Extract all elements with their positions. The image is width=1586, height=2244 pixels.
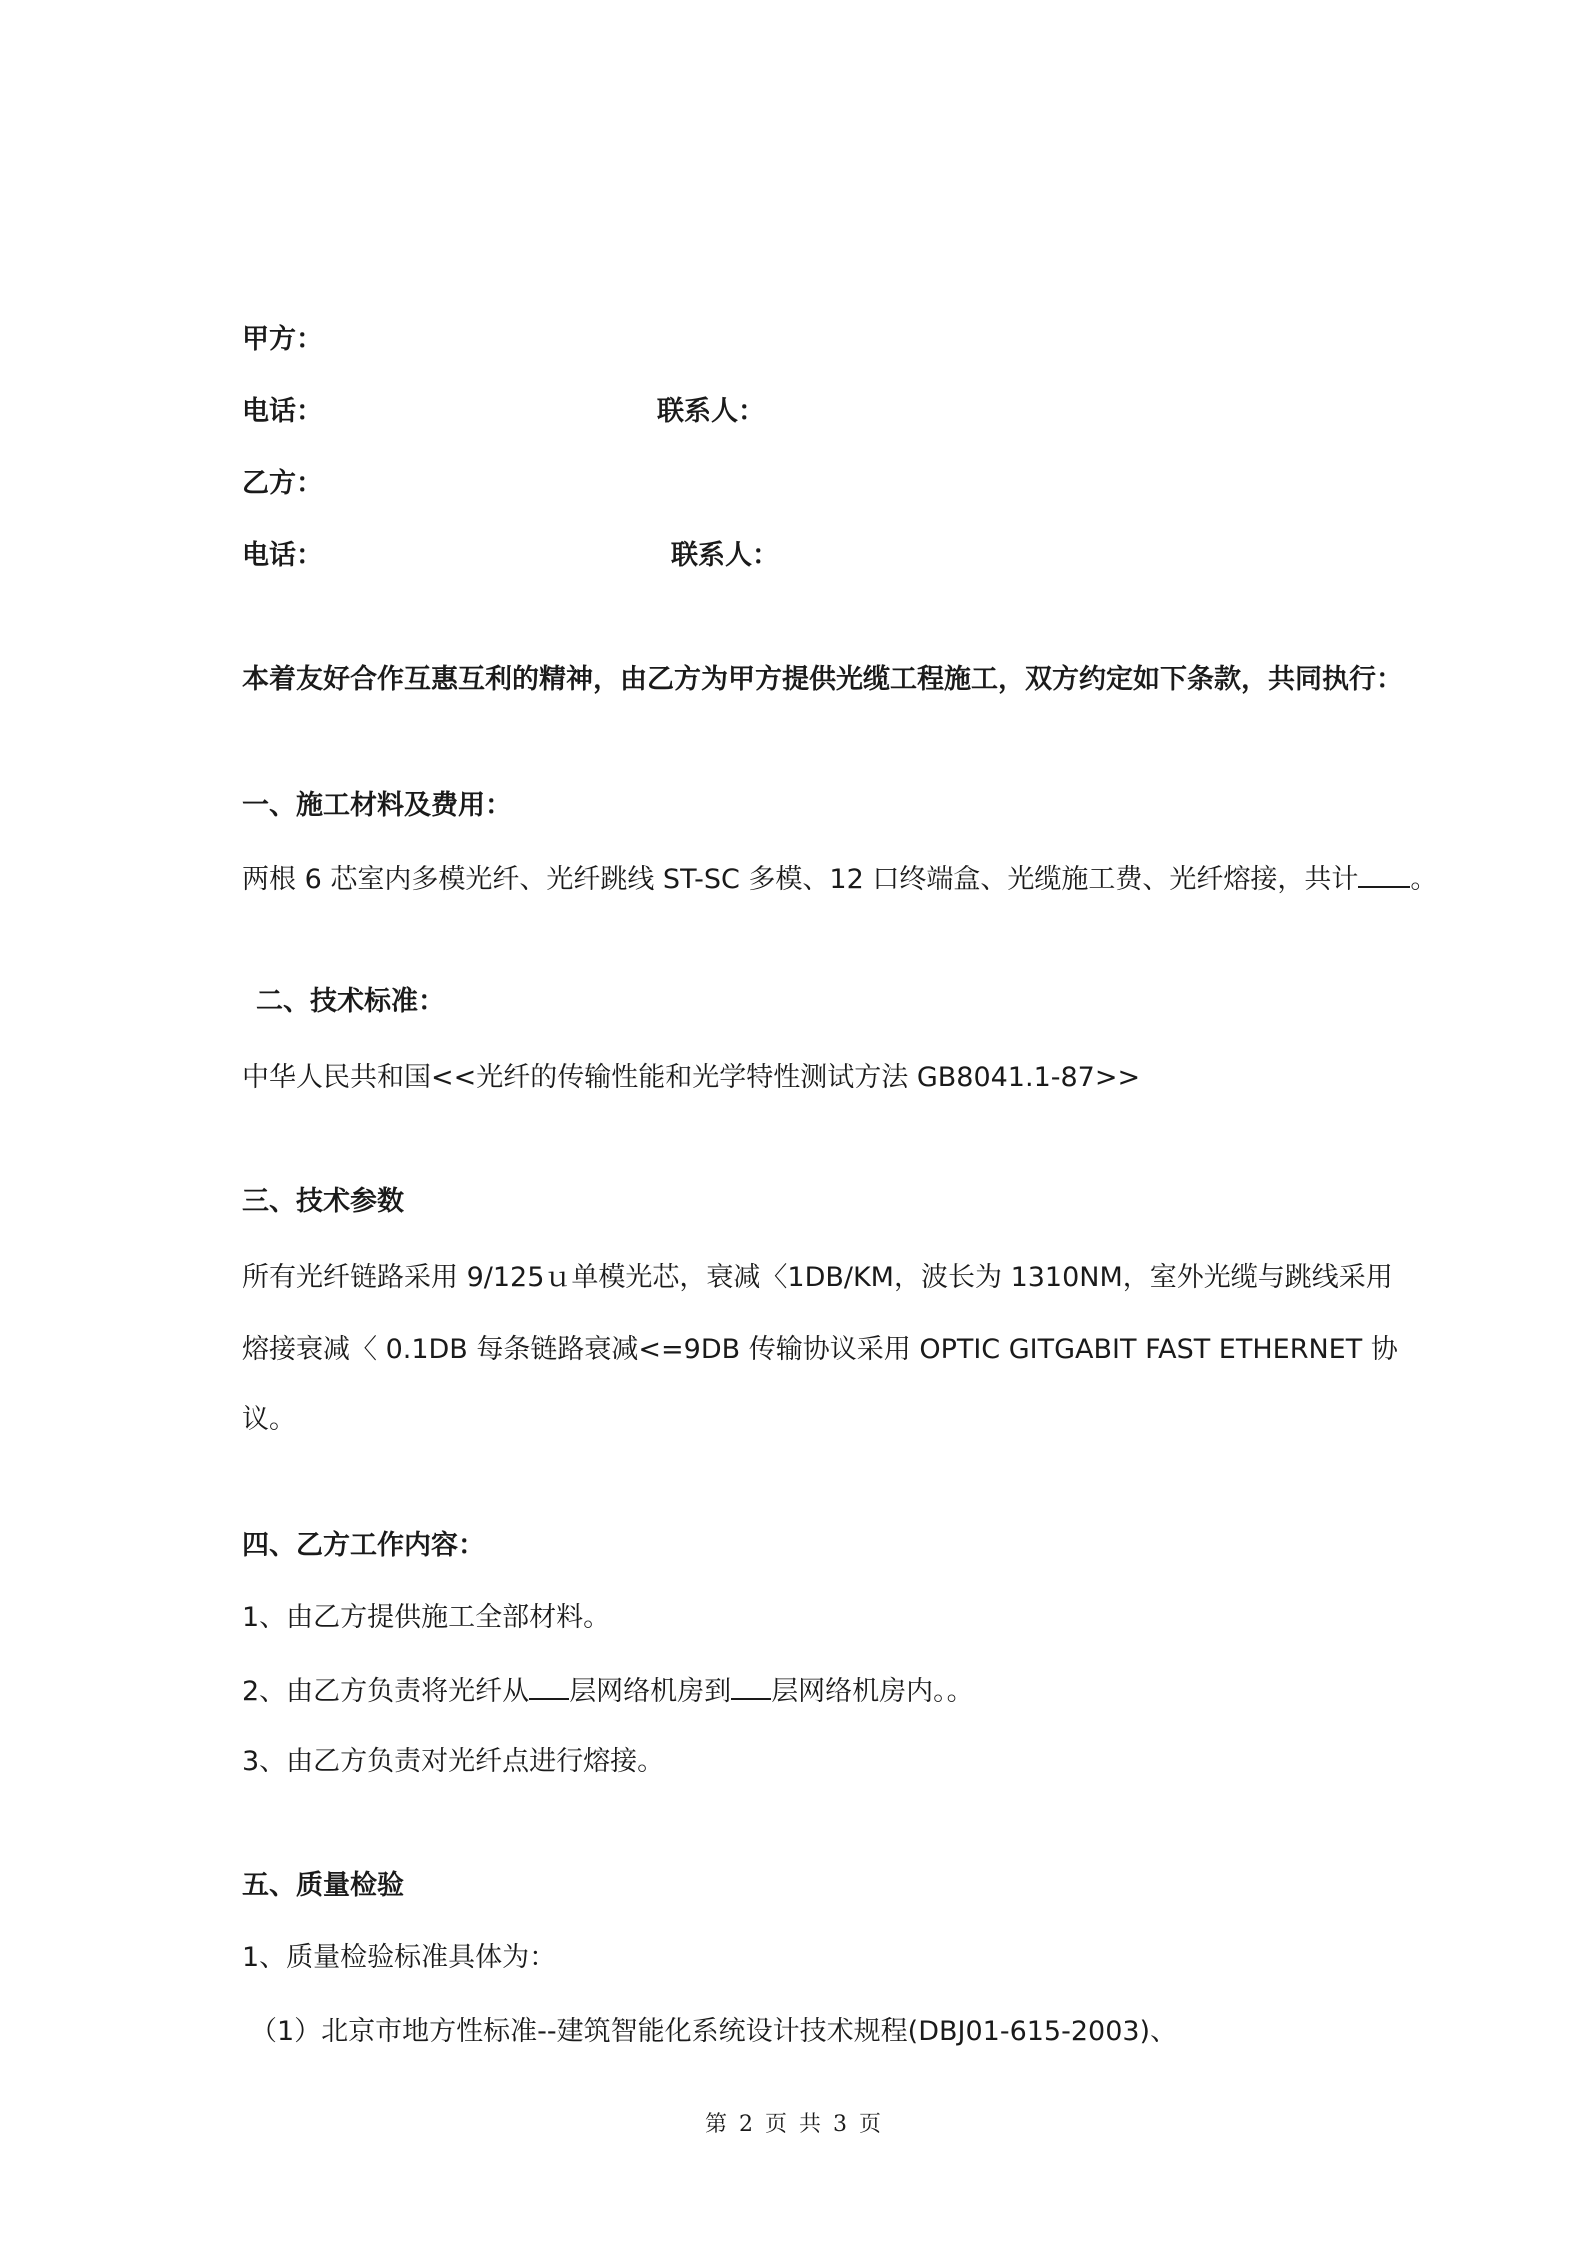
- section2-text: 中华人民共和国<<光纤的传输性能和光学特性测试方法 GB8041.1-87>>: [242, 1062, 1141, 1093]
- section5-heading: 五、质量检验: [242, 1870, 404, 1901]
- section1-text-after: 。: [1410, 864, 1438, 895]
- footer-suffix: 页: [859, 2112, 882, 2137]
- section3-line1: 所有光纤链路采用 9/125ｕ单模光芯，衰减〈1DB/KM，波长为 1310NM，室外光缆与跳线采用: [242, 1262, 1393, 1293]
- section5-item1: 1、质量检验标准具体为：: [242, 1942, 557, 1973]
- party-b-label: 乙方：: [242, 468, 323, 499]
- party-a-label: 甲方：: [242, 324, 323, 355]
- footer-total-pages: 3: [833, 2112, 848, 2137]
- section3-line2: 熔接衰减〈 0.1DB 每条链路衰减<=9DB 传输协议采用 OPTIC GITGABIT FAST ETHERNET 协: [242, 1334, 1398, 1365]
- section3-line3: 议。: [242, 1404, 296, 1435]
- party-a-phone-label: 电话：: [242, 396, 323, 427]
- section2-heading: 二、技术标准：: [256, 986, 445, 1017]
- section4-item3: 3、由乙方负责对光纤点进行熔接。: [242, 1746, 665, 1777]
- section5-sub1: （1）北京市地方性标准--建筑智能化系统设计技术规程(DBJ01-615-2003)、: [250, 2016, 1178, 2047]
- footer-page-word: 页: [764, 2112, 787, 2137]
- footer-total-word: 共: [799, 2112, 822, 2137]
- section4-item1: 1、由乙方提供施工全部材料。: [242, 1602, 611, 1633]
- footer-current-page: 2: [738, 2112, 753, 2137]
- section1-text-before: 两根 6 芯室内多模光纤、光纤跳线 ST-SC 多模、12 口终端盒、光缆施工费、光纤熔接，共计: [242, 864, 1359, 895]
- party-a-contact-label: 联系人：: [657, 396, 765, 427]
- section4-item2-part-c: 层网络机房内。。: [771, 1676, 974, 1707]
- section4-floor-to-blank: [731, 1672, 771, 1700]
- section4-floor-from-blank: [529, 1672, 569, 1700]
- section4-heading: 四、乙方工作内容：: [242, 1530, 485, 1561]
- section1-amount-blank: [1358, 860, 1410, 888]
- party-b-contact-label: 联系人：: [671, 540, 779, 571]
- section4-item2: [242, 1672, 974, 1710]
- section3-heading: 三、技术参数: [242, 1186, 404, 1217]
- intro-paragraph: 本着友好合作互惠互利的精神，由乙方为甲方提供光缆工程施工，双方约定如下条款，共同执行：: [242, 664, 1403, 695]
- section1-text: [242, 860, 1437, 898]
- page-footer: [0, 2110, 1586, 2140]
- section4-item2-part-a: 2、由乙方负责将光纤从: [242, 1676, 530, 1707]
- party-b-phone-label: 电话：: [242, 540, 323, 571]
- section1-heading: 一、施工材料及费用：: [242, 790, 512, 821]
- footer-prefix: 第: [704, 2112, 727, 2137]
- section4-item2-part-b: 层网络机房到: [569, 1676, 732, 1707]
